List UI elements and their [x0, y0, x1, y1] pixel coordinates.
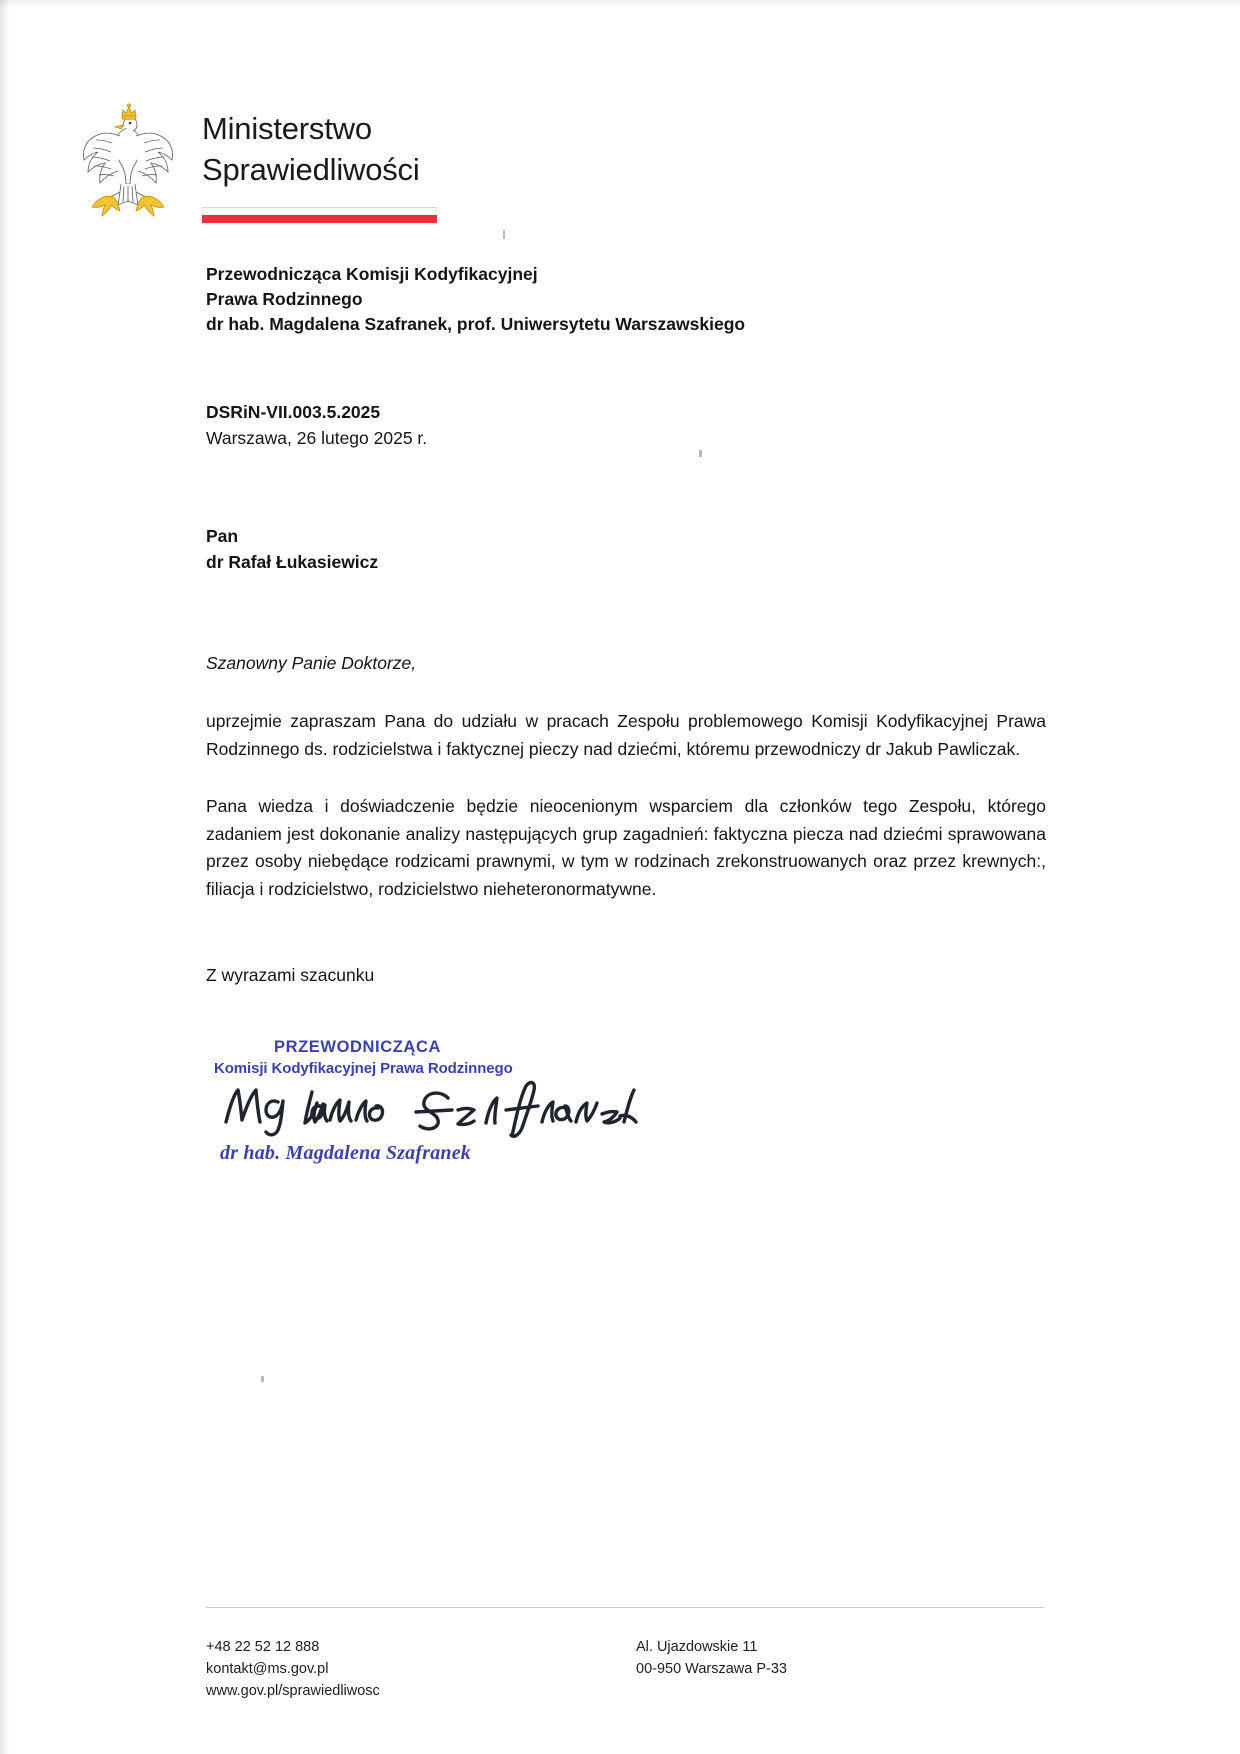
- ministry-name-line-2: Sprawiedliwości: [202, 152, 420, 187]
- footer-website[interactable]: www.gov.pl/sprawiedliwosc: [206, 1683, 380, 1699]
- footer-address-line-1: Al. Ujazdowskie 11: [636, 1639, 758, 1655]
- footer-divider: [206, 1607, 1044, 1608]
- ministry-name-line-1: Ministerstwo: [202, 111, 372, 146]
- reference-block: [206, 399, 1046, 451]
- addressee-salutation-title: Pan: [206, 526, 239, 546]
- letter-content: [206, 262, 1046, 1178]
- sender-line-2: Prawa Rodzinnego: [206, 289, 363, 309]
- scan-artifact-3: [503, 230, 505, 239]
- scan-edge-shadow-top: [0, 0, 1240, 8]
- sender-block: [206, 262, 1046, 337]
- footer: [206, 1636, 1044, 1702]
- ministry-name-block: [202, 96, 437, 223]
- signature-printed-name: dr hab. Magdalena Szafranek: [220, 1142, 471, 1164]
- stamp-subtitle: Komisji Kodyfikacyjnej Prawa Rodzinnego: [214, 1060, 513, 1077]
- scan-edge-shadow-left: [0, 0, 10, 1754]
- flag-red-bar: [202, 215, 437, 223]
- footer-address-column: [636, 1636, 1016, 1702]
- footer-contact-column: [206, 1636, 636, 1702]
- scan-artifact-2: [261, 1376, 264, 1382]
- polish-eagle-emblem-icon: [76, 96, 180, 218]
- footer-phone: +48 22 52 12 888: [206, 1639, 320, 1655]
- handwritten-signature-icon: [220, 1078, 640, 1140]
- sender-line-1: Przewodnicząca Komisji Kodyfikacyjnej: [206, 264, 538, 284]
- flag-white-bar: [202, 207, 437, 215]
- sender-line-3: dr hab. Magdalena Szafranek, prof. Uniwersytetu Warszawskiego: [206, 314, 746, 334]
- letter-paragraph-1: uprzejmie zapraszam Pana do udziału w pracach Zespołu problemowego Komisji Kodyfikacyjnej Prawa Rodzinnego ds. rodzicielstwa i faktycznej pieczy nad dziećmi, któremu przewodniczy dr Jakub Pawliczak.: [206, 711, 1046, 759]
- addressee-name: dr Rafał Łukasiewicz: [206, 552, 379, 572]
- letter-closing: Z wyrazami szacunku: [206, 965, 375, 985]
- letterhead: [76, 96, 437, 223]
- footer-email[interactable]: kontakt@ms.gov.pl: [206, 1661, 329, 1677]
- letter-salutation: Szanowny Panie Doktorze,: [206, 653, 417, 673]
- stamp-title: PRZEWODNICZĄCA: [274, 1038, 441, 1056]
- place-and-date: Warszawa, 26 lutego 2025 r.: [206, 428, 428, 448]
- reference-number: DSRiN-VII.003.5.2025: [206, 402, 381, 422]
- polish-flag-rule: [202, 207, 437, 223]
- signature-block: [206, 1038, 1046, 1178]
- addressee-block: [206, 523, 1046, 575]
- footer-address-line-2: 00-950 Warszawa P-33: [636, 1661, 787, 1677]
- letter-paragraph-2: Pana wiedza i doświadczenie będzie nieocenionym wsparciem dla członków tego Zespołu, którego zadaniem jest dokonanie analizy następujących grup zagadnień: faktyczna piecza nad dziećmi sprawowana przez osoby niebędące rodzicami prawnymi, w tym w rodzinach zrekonstruowanych oraz przez krewnych:, filiacja i rodzicielstwo, rodzicielstwo nieheteronormatywne.: [206, 796, 1046, 899]
